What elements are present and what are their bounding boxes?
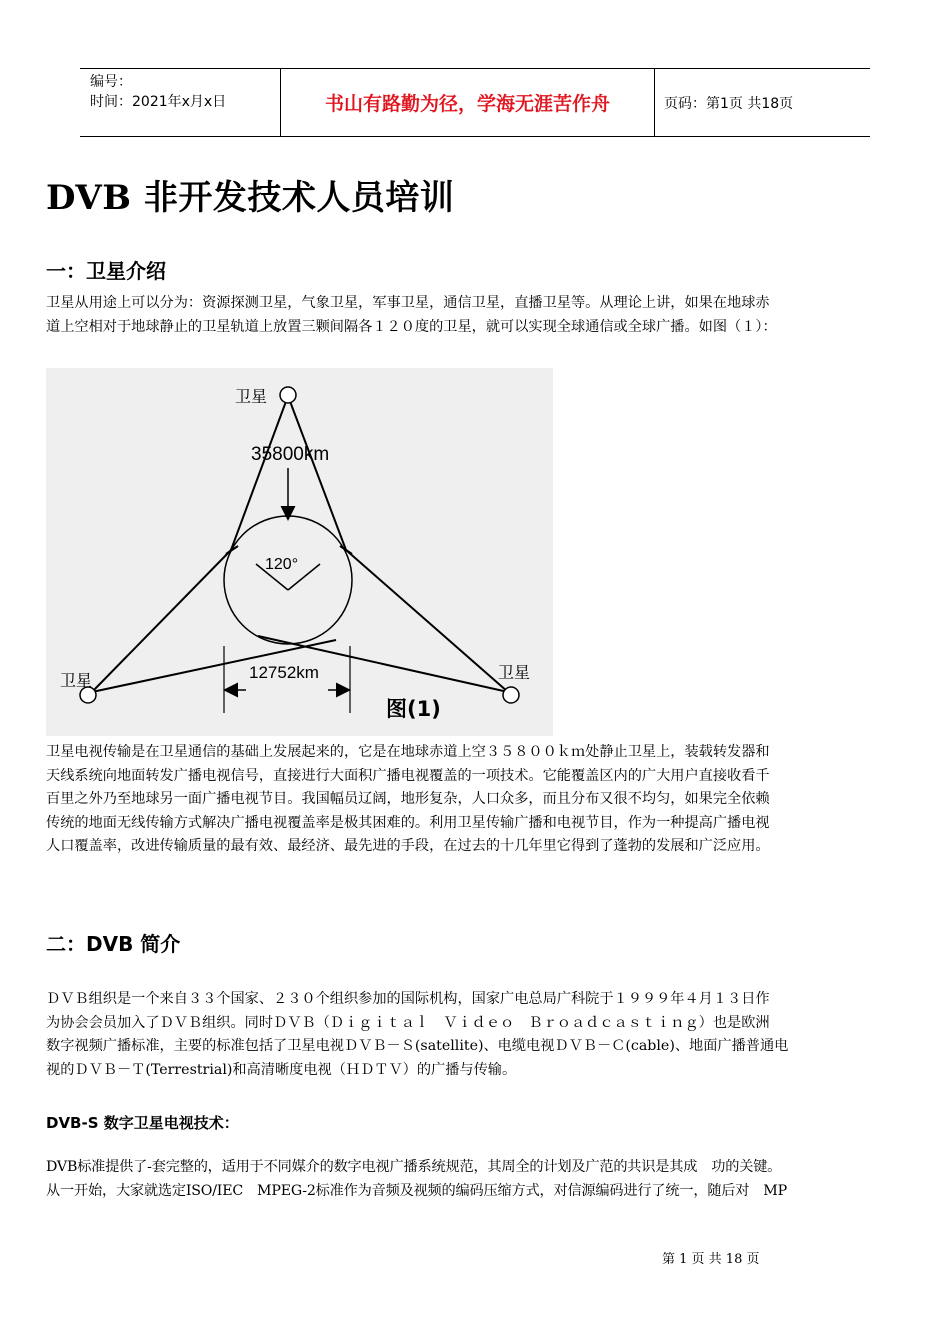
sat-top-label: 卫星: [235, 387, 268, 406]
distance-label: 35800km: [251, 444, 330, 465]
number-label: 编号：: [90, 74, 132, 90]
header-motto: 书山有路勤为径，学海无涯苦作舟: [281, 69, 655, 136]
paragraph-line: 人口覆盖率，改进传输质量的最有效、最经济、最先进的手段，在过去的十几年里它得到了蓬勃的发展和广泛应用。: [46, 838, 770, 854]
document-title: DVB 非开发技术人员培训: [46, 178, 455, 218]
paragraph-line: 天线系统向地面转发广播电视信号，直接进行大面积广播电视覆盖的一项技术。它能覆盖区内的广大用户直接收看千: [46, 767, 770, 784]
dvb-s-body: [46, 1156, 936, 1203]
paragraph-line: 视的ＤＶＢ－Ｔ(Terrestrial)和高清晰度电视（ＨＤＴＶ）的广播与传输。: [46, 1061, 517, 1078]
sat-right-label: 卫星: [498, 663, 531, 682]
section-1-heading: 一：卫星介绍: [46, 259, 166, 283]
satellite-right-icon: [503, 687, 519, 703]
sat-left-label: 卫星: [60, 671, 93, 690]
paragraph-line: 百里之外乃至地球另一面广播电视节目。我国幅员辽阔，地形复杂，人口众多，而且分布又很不均匀，如果完全依赖: [46, 791, 770, 807]
section-2-heading: 二：DVB 简介: [46, 932, 181, 956]
paragraph-line: 卫星从用途上可以分为：资源探测卫星，气象卫星，军事卫星，通信卫星，直播卫星等。从理论上讲，如果在地球赤: [46, 295, 770, 311]
paragraph-line: 卫星电视传输是在卫星通信的基础上发展起来的，它是在地球赤道上空３５８００ｋｍ处静止卫星上，装载转发器和: [46, 744, 770, 760]
section-1-body: [46, 741, 914, 859]
paragraph-line: DVB标准提供了-套完整的，适用于不同媒介的数字电视广播系统规范，其周全的计划及广范的共识是其成 功的关键。: [46, 1159, 782, 1175]
beam-line: [231, 396, 288, 550]
satellite-top-icon: [280, 387, 296, 403]
figure-caption: 图(1): [386, 697, 441, 721]
diameter-label: 12752km: [249, 663, 319, 682]
beam-line: [92, 550, 231, 692]
page-footer: 第 1 页 共 18 页: [662, 1252, 760, 1267]
satellite-coverage-figure: [46, 368, 553, 736]
earth-circle: [224, 516, 352, 644]
paragraph-line: 为协会会员加入了ＤＶＢ组织。同时ＤＶＢ（Ｄｉｇｉｔａｌ Ｖｉｄｅｏ Ｂｒｏａｄｃａｓｔｉｎｇ）也是欧洲: [46, 1014, 770, 1031]
satellite-diagram: [46, 368, 553, 736]
beam-line: [288, 396, 346, 550]
beam-line: [346, 550, 508, 692]
document-header: [80, 68, 870, 137]
time-label: 时间：2021年x月x日: [90, 94, 227, 110]
dvb-s-subheading: DVB-S 数字卫星电视技术：: [46, 1114, 239, 1132]
header-page-label: 页码：第1页 共18页: [664, 95, 794, 112]
paragraph-line: 道上空相对于地球静止的卫星轨道上放置三颗间隔各１２０度的卫星，就可以实现全球通信或全球广播。如图（１）：: [46, 318, 777, 335]
section-1-intro: [46, 292, 914, 339]
angle-label: 120°: [265, 556, 299, 573]
header-meta: [80, 69, 281, 136]
paragraph-line: 传统的地面无线传输方式解决广播电视覆盖率是极其困难的。利用卫星传输广播和电视节目，作为一种提高广播电视: [46, 814, 770, 831]
paragraph-line: 数字视频广播标准，主要的标准包括了卫星电视ＤＶＢ－Ｓ(satellite)、电缆电视ＤＶＢ－Ｃ(cable)、地面广播普通电: [46, 1038, 789, 1054]
section-2-body: [46, 988, 914, 1082]
paragraph-line: ＤＶＢ组织是一个来自３３个国家、２３０个组织参加的国际机构，国家广电总局广科院于１９９９年４月１３日作: [46, 991, 770, 1007]
paragraph-line: 从一开始，大家就选定ISO/IEC MPEG-2标准作为音频及视频的编码压缩方式，对信源编码进行了统一，随后对 MP: [46, 1182, 787, 1199]
